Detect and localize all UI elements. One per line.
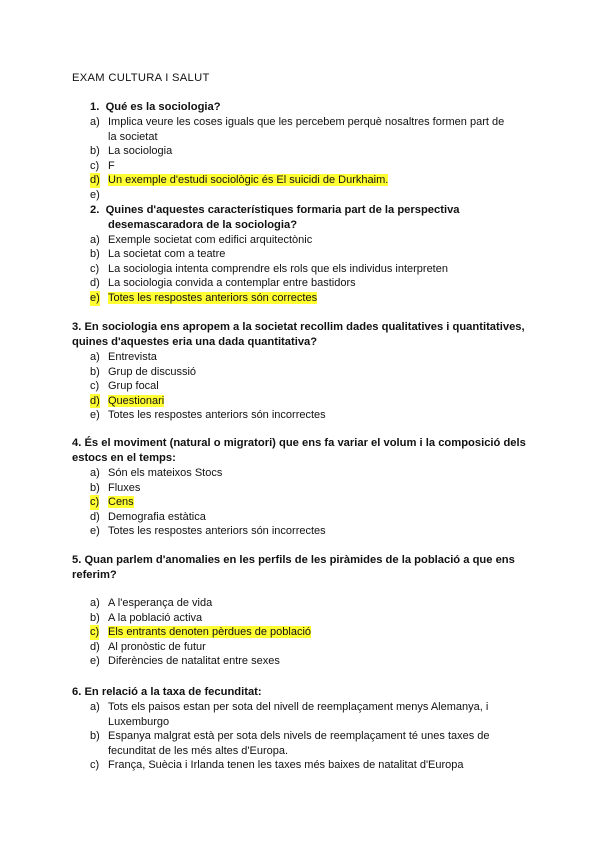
option-4a: a) Són els mateixos Stocs bbox=[90, 467, 223, 479]
option-6c: c) França, Suècia i Irlanda tenen les taxes més baixes de natalitat d'Europa bbox=[90, 759, 464, 772]
option-5b: b) A la població activa bbox=[90, 611, 203, 624]
option-2d: d) La sociologia convida a contemplar entre bastidors bbox=[90, 277, 356, 290]
question-4-options bbox=[0, 466, 600, 539]
option-1b: b) La sociologia bbox=[90, 145, 173, 158]
option-5c: c) Els entrants denoten pèrdues de població bbox=[90, 626, 312, 639]
question-3-heading: 3. En sociologia ens apropem a la societat recollim dades qualitatives i quantitatives, quines d'aquestes eria una dada quantitativa? bbox=[72, 321, 525, 348]
option-5a: a) A l'esperança de vida bbox=[90, 597, 213, 609]
option-3d: d) Questionari bbox=[90, 394, 165, 407]
option-6a: a) Tots els paisos estan per sota del nivell de reemplaçament menys Alemanya, i Luxemburgo bbox=[90, 701, 489, 728]
question-4-heading: 4. És el moviment (natural o migratori) que ens fa variar el volum i la composició dels estocs en el temps: bbox=[72, 437, 526, 464]
option-1c: c) F bbox=[90, 159, 115, 172]
document-title: EXAM CULTURA I SALUT bbox=[72, 72, 210, 84]
highlighted-answer: Els entrants denoten pèrdues de població bbox=[108, 626, 312, 639]
highlighted-answer: Un exemple d'estudi sociològic és El suicidi de Durkhaim. bbox=[108, 174, 389, 187]
option-4e: e) Totes les respostes anteriors són incorrectes bbox=[90, 525, 326, 538]
question-5-heading: 5. Quan parlem d'anomalies en les perfils de les piràmides de la població a que ens referim? bbox=[72, 554, 515, 581]
highlighted-answer: Totes les respostes anteriors són correctes bbox=[108, 291, 318, 304]
option-6b: b) Espanya malgrat està per sota dels nivels de reemplaçament té unes taxes de fecunditat de les més altes d'Europa. bbox=[90, 730, 490, 757]
question-6 bbox=[0, 685, 600, 773]
question-1-number: 1. bbox=[90, 101, 100, 113]
option-2a: a) Exemple societat com edifici arquitectònic bbox=[90, 233, 313, 246]
question-2-text: Quines d'aquestes característiques formaria part de la perspectiva desemascaradora de la sociologia? bbox=[105, 203, 460, 231]
question-3-options bbox=[0, 350, 600, 423]
option-3a: a) Entrevista bbox=[90, 351, 157, 363]
question-5-options bbox=[0, 596, 600, 669]
question-5 bbox=[0, 553, 600, 669]
option-2e: e) Totes les respostes anteriors són correctes bbox=[90, 291, 318, 304]
question-1-text: Qué es la sociologia? bbox=[105, 101, 221, 113]
option-4b: b) Fluxes bbox=[90, 481, 141, 494]
question-6-heading: 6. En relació a la taxa de fecunditat: bbox=[72, 686, 262, 698]
question-1-options bbox=[0, 115, 600, 203]
option-3e: e) Totes les respostes anteriors són incorrectes bbox=[90, 409, 326, 422]
option-4d: d) Demografia estàtica bbox=[90, 510, 206, 523]
option-2b: b) La societat com a teatre bbox=[90, 248, 226, 261]
option-3b: b) Grup de discussió bbox=[90, 365, 197, 378]
option-5e: e) Diferències de natalitat entre sexes bbox=[90, 655, 280, 668]
option-1d: d) Un exemple d'estudi sociològic és El suicidi de Durkhaim. bbox=[90, 174, 389, 187]
option-1a: a) Implica veure les coses iguals que les percebem perquè nosaltres formen part de la societat bbox=[90, 116, 505, 143]
option-4c: c) Cens bbox=[90, 496, 134, 509]
highlighted-answer: Questionari bbox=[108, 394, 165, 407]
option-3c: c) Grup focal bbox=[90, 380, 159, 393]
question-6-options bbox=[0, 700, 600, 773]
question-1-heading bbox=[0, 100, 478, 115]
question-3 bbox=[0, 320, 600, 423]
question-1 bbox=[0, 100, 600, 306]
question-4 bbox=[0, 436, 600, 539]
highlighted-answer: Cens bbox=[108, 496, 134, 509]
option-5d: d) Al pronòstic de futur bbox=[90, 640, 206, 653]
option-1e: e) bbox=[90, 188, 100, 201]
question-2-options bbox=[0, 233, 600, 306]
option-2c: c) La sociologia intenta comprendre els rols que els individus interpreten bbox=[90, 262, 448, 275]
question-2-number: 2. bbox=[90, 203, 100, 216]
question-2-heading bbox=[0, 203, 478, 233]
